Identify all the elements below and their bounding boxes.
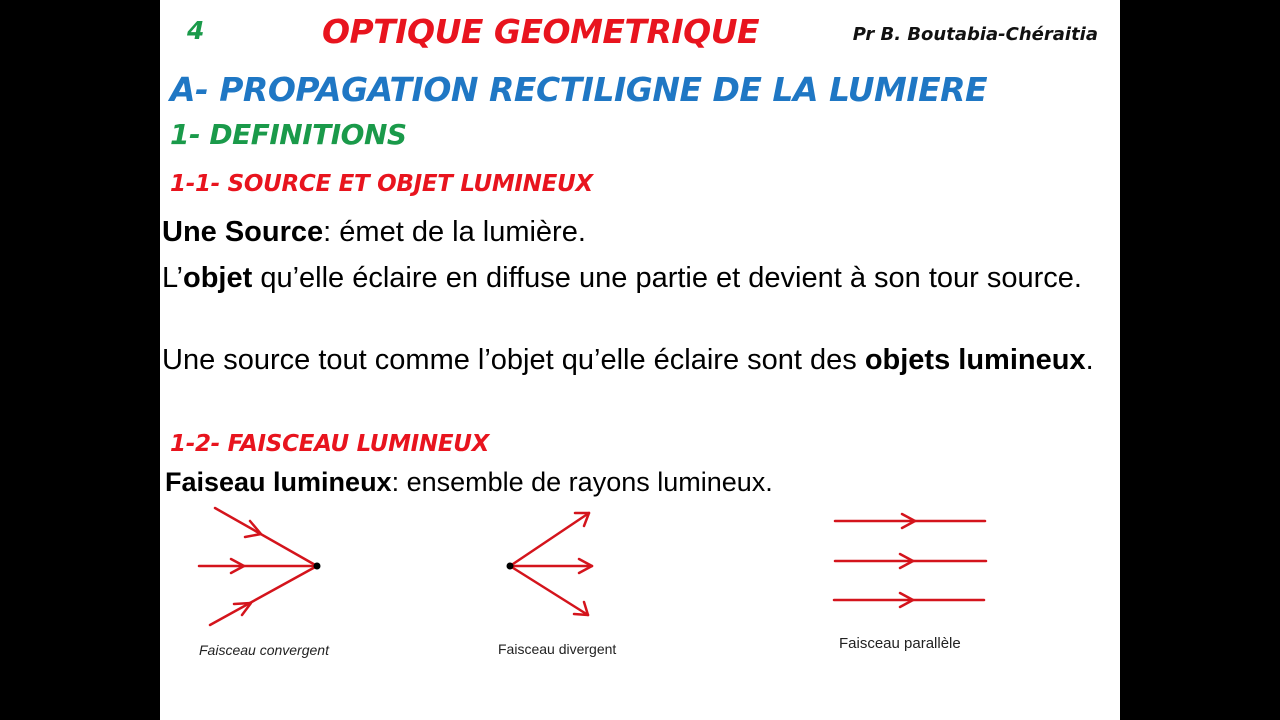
paragraph-objet [162, 260, 1112, 297]
ray-line [210, 566, 317, 625]
beam-diagrams [160, 495, 1120, 645]
slide [160, 0, 1120, 720]
caption-convergent: Faisceau convergent [199, 642, 329, 658]
text-prefix: L’ [162, 262, 183, 294]
parallel-beam-diagram [834, 514, 986, 607]
subsection-heading-source: 1-1- SOURCE ET OBJET LUMINEUX [170, 171, 593, 197]
author-name: Pr B. Boutabia-Chéraitia [852, 24, 1098, 45]
section-heading-a: A- PROPAGATION RECTILIGNE DE LA LUMIERE [170, 70, 988, 109]
paragraph-source [162, 214, 1112, 251]
definition-faisceau: : ensemble de rayons lumineux. [391, 467, 773, 497]
subsection-heading-faisceau: 1-2- FAISCEAU LUMINEUX [170, 431, 490, 457]
ray-line [510, 513, 589, 566]
ray-line [215, 508, 317, 566]
paragraph-objets-lumineux [162, 342, 1112, 379]
term-objet: objet [182, 262, 253, 294]
term-faisceau: Faiseau lumineux [165, 467, 392, 497]
page-title: OPTIQUE GEOMETRIQUE [322, 12, 760, 51]
term-source: Une Source [162, 216, 324, 248]
section-heading-definitions: 1- DEFINITIONS [170, 118, 407, 151]
ray-line [510, 566, 588, 615]
definition-objet: qu’elle éclaire en diffuse une partie et devient à son tour source. [252, 262, 1082, 294]
caption-divergent: Faisceau divergent [498, 641, 617, 657]
caption-parallel: Faisceau parallèle [839, 635, 961, 652]
divergent-beam-diagram [507, 513, 593, 615]
focal-point [314, 563, 321, 570]
slide-number: 4 [187, 16, 205, 45]
text-suffix: . [1085, 344, 1094, 376]
source-point [507, 563, 514, 570]
definition-source: : émet de la lumière. [323, 216, 586, 248]
convergent-beam-diagram [199, 508, 321, 625]
term-objets-lumineux: objets lumineux [864, 344, 1086, 376]
text-prefix: Une source tout comme l’objet qu’elle éclaire sont des [162, 344, 865, 376]
